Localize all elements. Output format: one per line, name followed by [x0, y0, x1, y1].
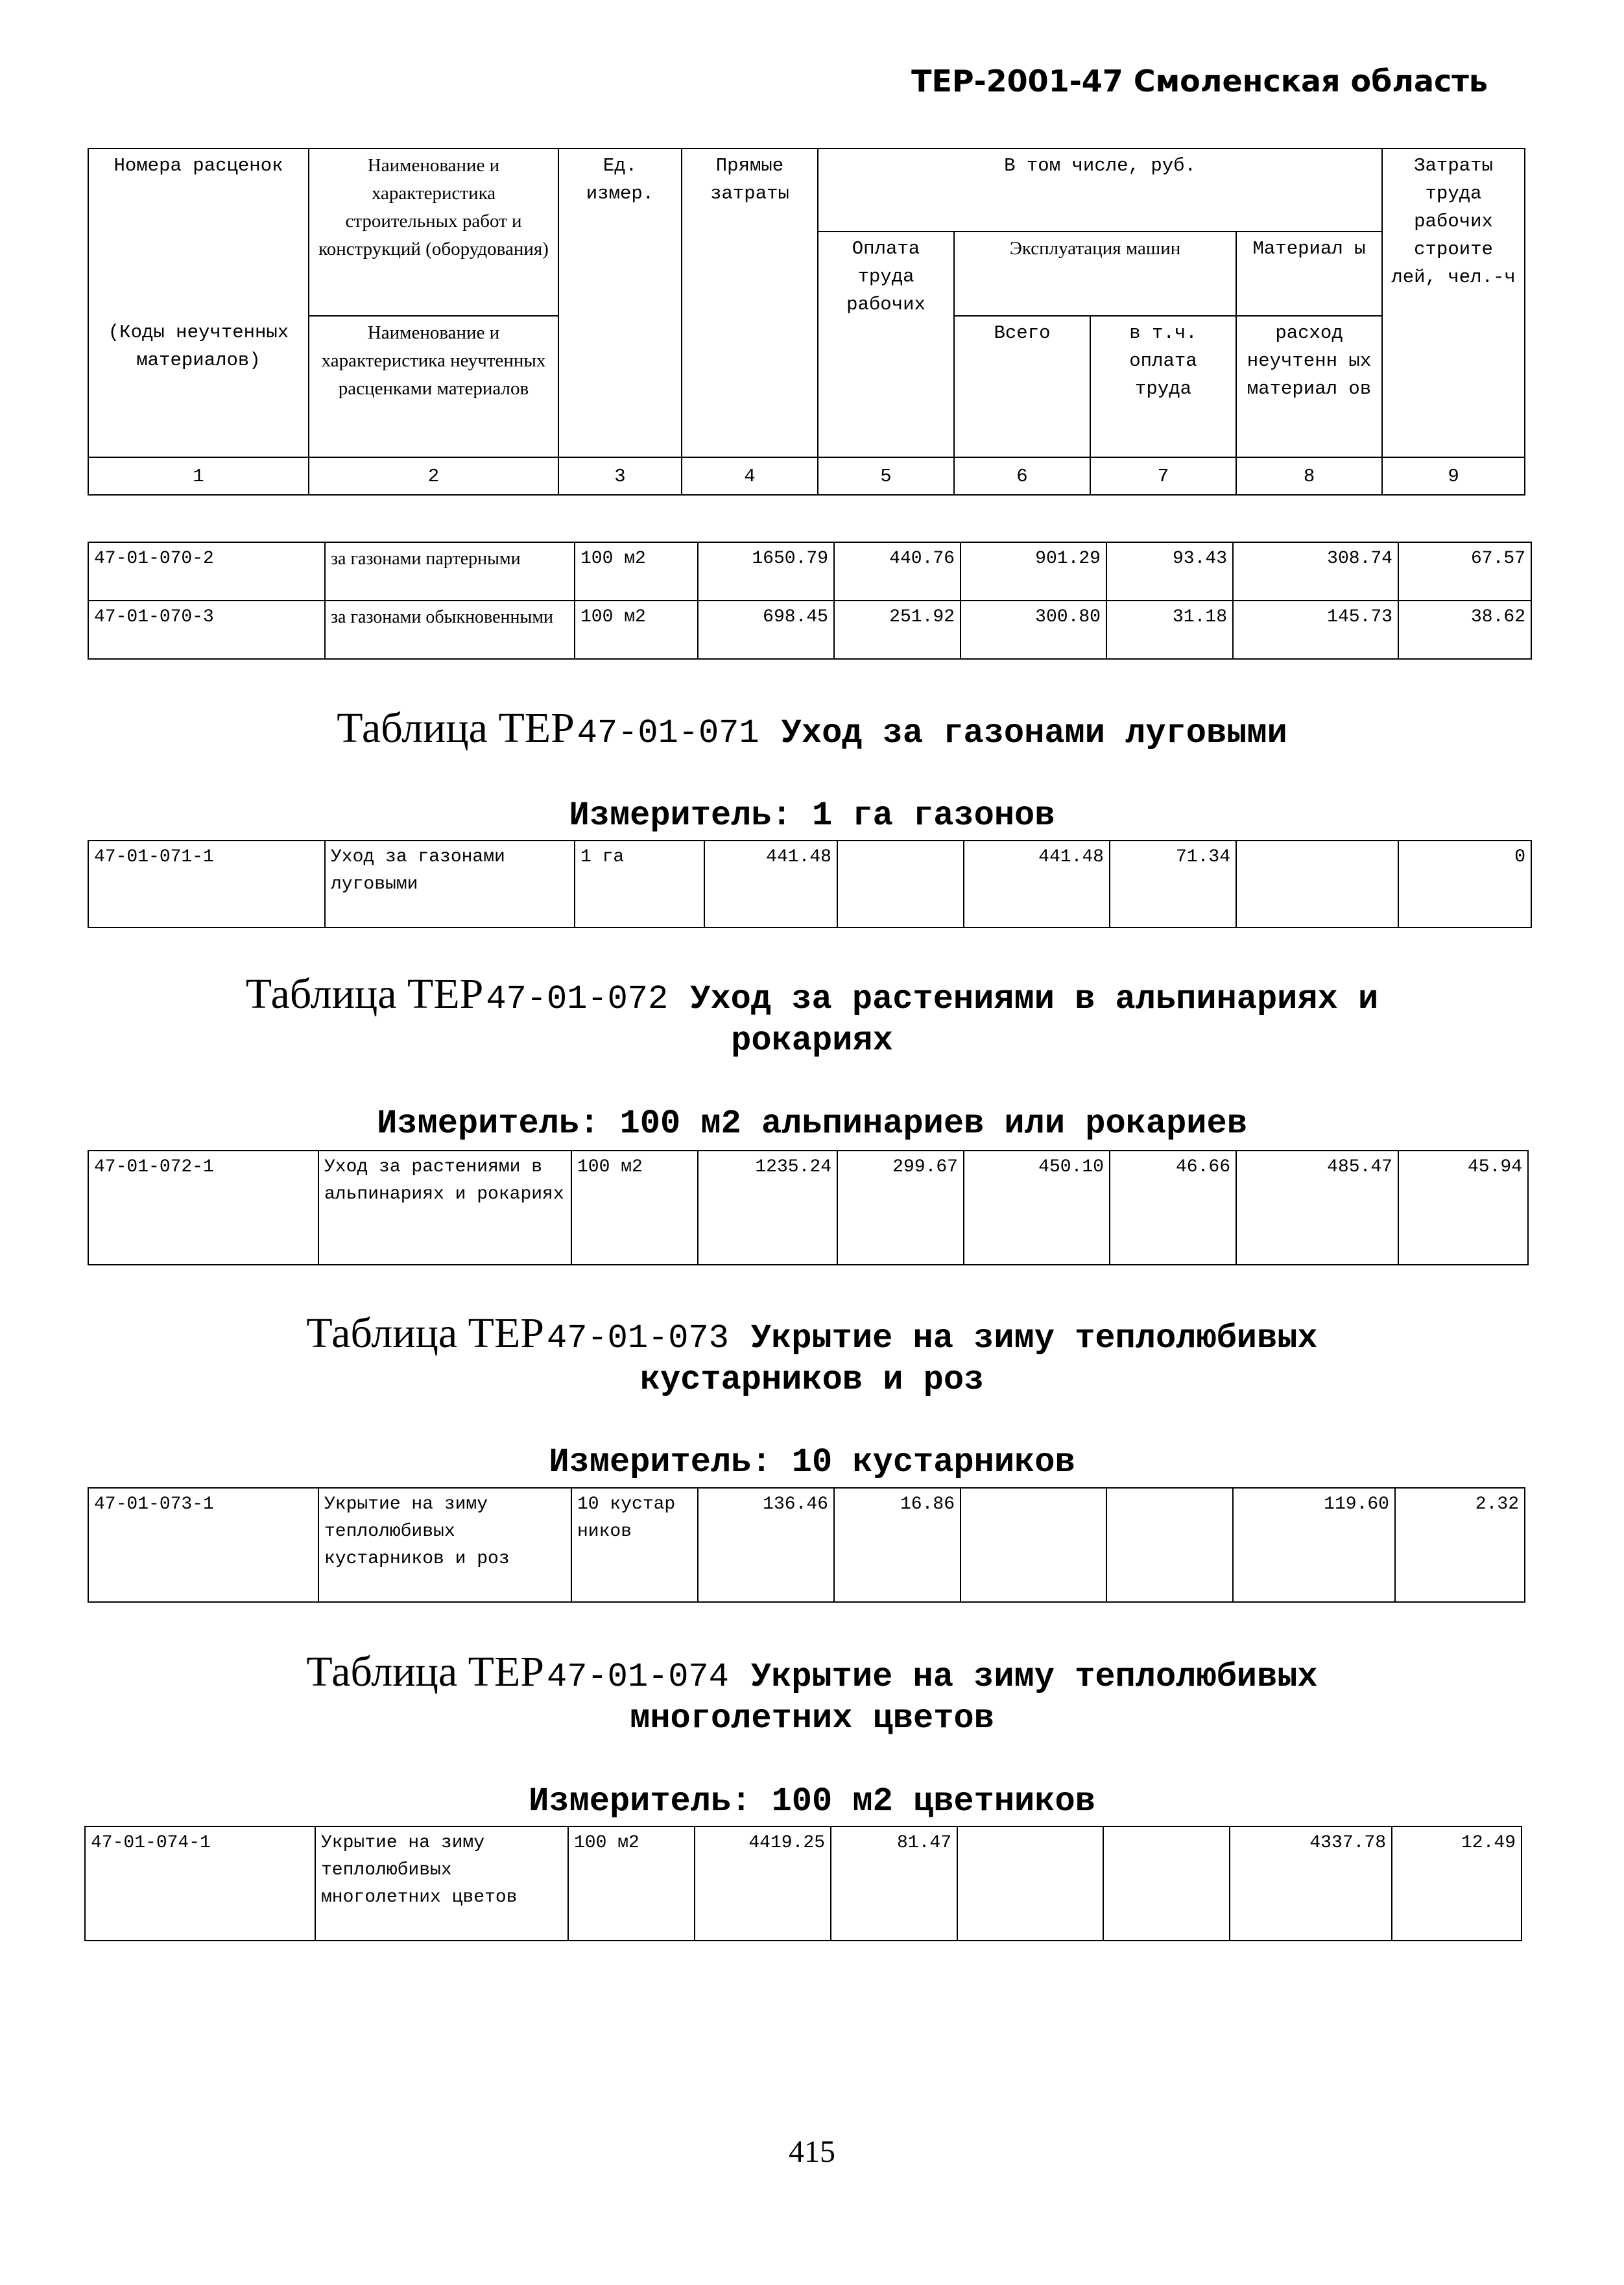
labor-costs: 38.62 [1398, 601, 1531, 659]
table-title-072-line2: рокариях [731, 1022, 893, 1060]
header-machine-operation: Эксплуатация машин [954, 232, 1236, 316]
materials: 4337.78 [1230, 1826, 1392, 1941]
labor-costs: 45.94 [1398, 1151, 1528, 1265]
measure-074: Измеритель: 100 м2 цветников [529, 1782, 1095, 1821]
column-number: 9 [1382, 457, 1525, 495]
table-title-073: Таблица ТЕР 47-01-073 Укрытие на зиму теплолюбивых [306, 1310, 1318, 1358]
header-work-name: Наименование и характеристика строительных работ и конструкций (оборудования) [309, 149, 558, 316]
machine-pay [1106, 1488, 1233, 1602]
machine-pay: 31.18 [1106, 601, 1233, 659]
column-number: 7 [1090, 457, 1236, 495]
rate-code: 47-01-072-1 [88, 1151, 318, 1265]
materials: 119.60 [1233, 1488, 1395, 1602]
column-number: 1 [88, 457, 309, 495]
header-material-codes: (Коды неучтенных материалов) [88, 316, 309, 457]
table-row [88, 841, 1531, 927]
header-unit: Ед. измер. [558, 149, 682, 457]
header-labor-costs: Затраты труда рабочих строите лей, чел.-ч [1382, 149, 1525, 457]
materials: 145.73 [1233, 601, 1398, 659]
labor-costs: 12.49 [1392, 1826, 1522, 1941]
unit: 10 кустар ников [571, 1488, 698, 1602]
unit: 1 га [575, 841, 704, 927]
direct-costs: 1650.79 [698, 542, 834, 601]
measure-072: Измеритель: 100 м2 альпинариев или рокариев [377, 1105, 1247, 1143]
header-material-name: Наименование и характеристика неучтенных расценками материалов [309, 316, 558, 457]
table-row [88, 1488, 1525, 1602]
table-title-074-line2: многолетних цветов [630, 1699, 994, 1738]
worker-pay: 81.47 [831, 1826, 957, 1941]
worker-pay: 251.92 [834, 601, 961, 659]
running-header: ТЕР-2001-47 Смоленская область [911, 64, 1488, 99]
column-number: 5 [818, 457, 954, 495]
header-direct-costs: Прямые затраты [682, 149, 818, 457]
table-47-01-072 [88, 1150, 1529, 1265]
rate-code: 47-01-074-1 [85, 1826, 315, 1941]
work-name: Укрытие на зиму теплолюбивых кустарников и роз [318, 1488, 571, 1602]
page-number: 415 [789, 2135, 835, 2169]
materials: 308.74 [1233, 542, 1398, 601]
table-row [88, 601, 1531, 659]
table-row [85, 1826, 1522, 1941]
work-name: за газонами обыкновенными [325, 601, 575, 659]
machine-pay [1103, 1826, 1230, 1941]
rate-code: 47-01-070-3 [88, 601, 325, 659]
header-material-consumption: расход неучтенн ых материал ов [1236, 316, 1382, 457]
direct-costs: 698.45 [698, 601, 834, 659]
column-number: 4 [682, 457, 818, 495]
materials [1236, 841, 1398, 927]
work-name: Укрытие на зиму теплолюбивых многолетних цветов [315, 1826, 568, 1941]
unit: 100 м2 [571, 1151, 698, 1265]
direct-costs: 136.46 [698, 1488, 834, 1602]
worker-pay: 16.86 [834, 1488, 961, 1602]
direct-costs: 4419.25 [695, 1826, 831, 1941]
labor-costs: 0 [1398, 841, 1531, 927]
rate-code: 47-01-071-1 [88, 841, 325, 927]
column-number: 8 [1236, 457, 1382, 495]
table-row [88, 542, 1531, 601]
machine-total: 450.10 [964, 1151, 1110, 1265]
table-47-01-071 [88, 840, 1532, 928]
column-number: 2 [309, 457, 558, 495]
table-row [88, 1151, 1528, 1265]
work-name: Уход за растениями в альпинариях и рокариях [318, 1151, 571, 1265]
work-name: Уход за газонами луговыми [325, 841, 575, 927]
table-title-072: Таблица ТЕР 47-01-072 Уход за растениями в альпинариях и [245, 970, 1379, 1018]
header-worker-pay: Оплата труда рабочих [818, 232, 954, 457]
direct-costs: 1235.24 [698, 1151, 837, 1265]
unit: 100 м2 [575, 601, 698, 659]
machine-total [957, 1826, 1103, 1941]
measure-071: Измеритель: 1 га газонов [569, 796, 1055, 835]
machine-total: 441.48 [964, 841, 1110, 927]
header-including: В том числе, руб. [818, 149, 1382, 232]
column-number: 6 [954, 457, 1090, 495]
machine-pay: 71.34 [1110, 841, 1236, 927]
machine-total [961, 1488, 1106, 1602]
labor-costs: 2.32 [1395, 1488, 1525, 1602]
unit: 100 м2 [568, 1826, 695, 1941]
machine-total: 300.80 [961, 601, 1106, 659]
header-materials: Материал ы [1236, 232, 1382, 316]
worker-pay: 440.76 [834, 542, 961, 601]
materials: 485.47 [1236, 1151, 1398, 1265]
machine-total: 901.29 [961, 542, 1106, 601]
table-47-01-073 [88, 1487, 1525, 1603]
column-header-table [88, 148, 1525, 496]
unit: 100 м2 [575, 542, 698, 601]
direct-costs: 441.48 [704, 841, 837, 927]
measure-073: Измеритель: 10 кустарников [549, 1443, 1075, 1481]
table-title-074: Таблица ТЕР 47-01-074 Укрытие на зиму теплолюбивых [306, 1648, 1318, 1696]
machine-pay: 93.43 [1106, 542, 1233, 601]
table-title-073-line2: кустарников и роз [639, 1361, 985, 1399]
table-47-01-074 [84, 1826, 1522, 1941]
work-name: за газонами партерными [325, 542, 575, 601]
labor-costs: 67.57 [1398, 542, 1531, 601]
table-title-071: Таблица ТЕР 47-01-071 Уход за газонами луговыми [337, 704, 1287, 752]
rate-code: 47-01-070-2 [88, 542, 325, 601]
header-machine-incl-pay: в т.ч. оплата труда [1090, 316, 1236, 457]
header-rate-number: Номера расценок [88, 149, 309, 232]
worker-pay: 299.67 [837, 1151, 964, 1265]
rate-code: 47-01-073-1 [88, 1488, 318, 1602]
table-47-01-070 [88, 542, 1532, 660]
worker-pay [837, 841, 964, 927]
machine-pay: 46.66 [1110, 1151, 1236, 1265]
column-number: 3 [558, 457, 682, 495]
header-machine-total: Всего [954, 316, 1090, 457]
